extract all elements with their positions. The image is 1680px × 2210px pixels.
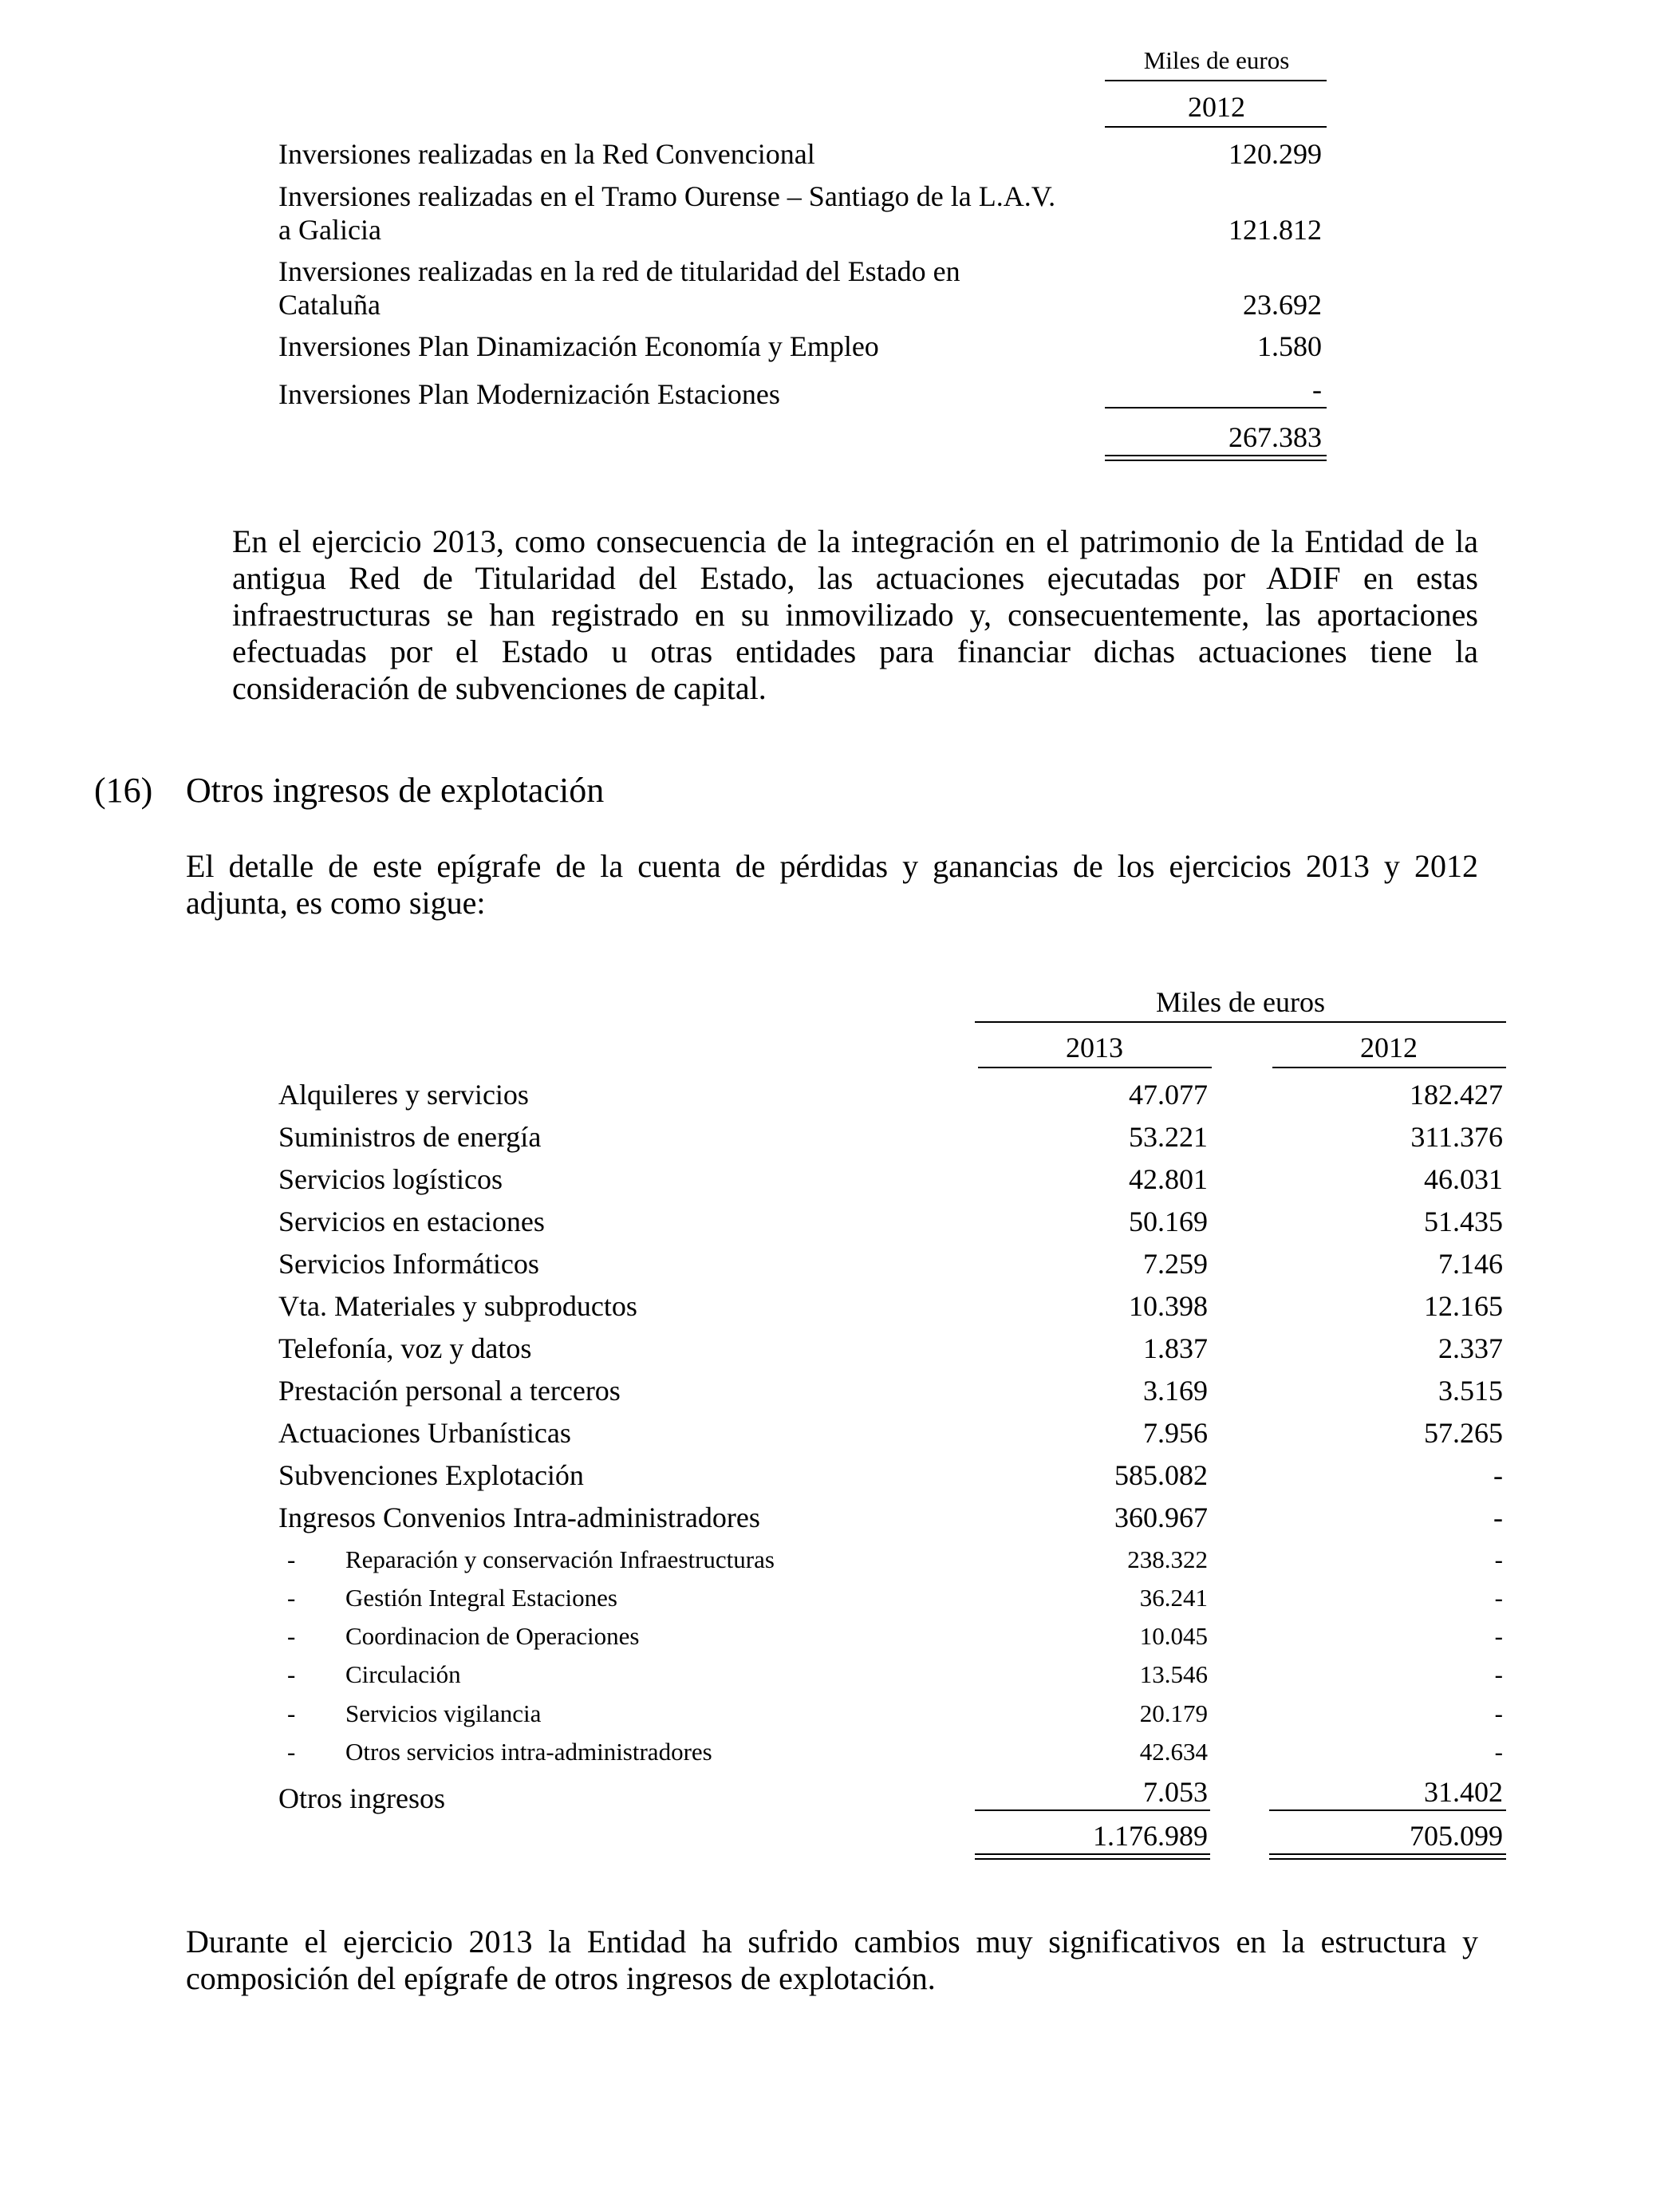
- subrow-label: Coordinacion de Operaciones: [345, 1622, 640, 1650]
- subrow-value-2013: 36.241: [1139, 1584, 1208, 1612]
- table2-year-2013: 2013: [1066, 1032, 1123, 1064]
- table2-unit-underline: [975, 1021, 1506, 1023]
- table2-2012-total-rule: [1269, 1809, 1506, 1811]
- table-row-value-2012: 12.165: [1424, 1290, 1503, 1322]
- table1-row-label: Inversiones realizadas en la red de titularidad del Estado en: [278, 255, 960, 287]
- subrow-bullet: -: [287, 1660, 296, 1688]
- table2-2013-total-rule: [975, 1809, 1210, 1811]
- table-row-label: Servicios logísticos: [278, 1163, 503, 1195]
- table1-row-label-continued: Cataluña: [278, 289, 381, 321]
- subrow-value-2013: 13.546: [1139, 1660, 1208, 1688]
- section-number: (16): [94, 771, 153, 810]
- table-row-value-2012: 2.337: [1438, 1332, 1503, 1364]
- paragraph-cambios-significativos: Durante el ejercicio 2013 la Entidad ha sufrido cambios muy significativos en la estructura y composición del epígrafe de otros ingresos de explotación.: [186, 1924, 1478, 1996]
- table-row-label: Otros ingresos: [278, 1782, 445, 1814]
- subrow-label: Circulación: [345, 1660, 461, 1688]
- table-row-value-2013: 53.221: [1129, 1121, 1208, 1153]
- table-row-value-2012: -: [1493, 1502, 1503, 1533]
- paragraph-detalle-epigrafe: El detalle de este epígrafe de la cuenta de pérdidas y ganancias de los ejercicios 2013 y 2012 adjunta, es como sigue:: [186, 848, 1478, 921]
- table-row-value-2012: 3.515: [1438, 1375, 1503, 1407]
- table-row-value-2012: -: [1493, 1459, 1503, 1491]
- table1-row-label: Inversiones Plan Dinamización Economía y Empleo: [278, 330, 879, 362]
- table2-2013-double-rule-bottom: [975, 1858, 1210, 1860]
- table-row-value-2013: 7.053: [1143, 1776, 1208, 1808]
- table-row-label: Servicios Informáticos: [278, 1248, 539, 1280]
- table1-year-underline: [1105, 126, 1327, 128]
- table2-total-2013: 1.176.989: [1093, 1820, 1208, 1852]
- subrow-value-2012: -: [1494, 1622, 1503, 1650]
- table1-row-value: 23.692: [1243, 289, 1322, 321]
- subrow-label: Otros servicios intra-administradores: [345, 1738, 712, 1766]
- table1-unit-label: Miles de euros: [1143, 46, 1290, 74]
- table-row-value-2012: 182.427: [1410, 1079, 1503, 1111]
- table-row-value-2013: 360.967: [1114, 1502, 1208, 1533]
- table2-2012-double-rule-top: [1269, 1853, 1506, 1855]
- table-row-value-2012: 311.376: [1410, 1121, 1503, 1153]
- table-row-value-2012: 31.402: [1424, 1776, 1503, 1808]
- subrow-value-2013: 42.634: [1139, 1738, 1208, 1766]
- table-row-value-2012: 57.265: [1424, 1417, 1503, 1449]
- table-row-label: Actuaciones Urbanísticas: [278, 1417, 571, 1449]
- table-row-value-2013: 7.259: [1143, 1248, 1208, 1280]
- table1-total: 267.383: [1228, 421, 1322, 453]
- table2-unit-label: Miles de euros: [1156, 986, 1325, 1018]
- table1-row-value: 1.580: [1257, 330, 1322, 362]
- subrow-bullet: -: [287, 1622, 296, 1650]
- table-row-label: Subvenciones Explotación: [278, 1459, 584, 1491]
- subrow-bullet: -: [287, 1545, 296, 1573]
- table1-total-double-rule-bottom: [1105, 460, 1327, 461]
- table-row-value-2013: 3.169: [1143, 1375, 1208, 1407]
- table2-2012-underline: [1272, 1067, 1506, 1068]
- section-title: Otros ingresos de explotación: [186, 771, 605, 810]
- table-row-value-2012: 7.146: [1438, 1248, 1503, 1280]
- table1-unit-underline: [1105, 80, 1327, 81]
- subrow-value-2013: 10.045: [1139, 1622, 1208, 1650]
- table-row-value-2013: 7.956: [1143, 1417, 1208, 1449]
- table-row-value-2013: 42.801: [1129, 1163, 1208, 1195]
- table-row-value-2012: 51.435: [1424, 1206, 1503, 1237]
- subrow-value-2013: 20.179: [1139, 1699, 1208, 1727]
- table-row-label: Vta. Materiales y subproductos: [278, 1290, 637, 1322]
- subrow-value-2012: -: [1494, 1584, 1503, 1612]
- paragraph-subvenciones-capital: En el ejercicio 2013, como consecuencia de la integración en el patrimonio de la Entidad de la antigua Red de Titularidad del Estado, las actuaciones ejecutadas por ADIF en estas infraestructuras se han registrado en su inmovilizado y, consecuentemente, las aportaciones efectuadas por el Estado u otras entidades para financiar dichas actuaciones tiene la consideración de subvenciones de capital.: [232, 523, 1478, 706]
- table-row-label: Prestación personal a terceros: [278, 1375, 621, 1407]
- table2-total-2012: 705.099: [1410, 1820, 1503, 1852]
- subrow-bullet: -: [287, 1584, 296, 1612]
- subrow-value-2013: 238.322: [1127, 1545, 1208, 1573]
- table1-total-rule: [1105, 407, 1327, 408]
- table-row-value-2013: 585.082: [1114, 1459, 1208, 1491]
- subrow-value-2012: -: [1494, 1699, 1503, 1727]
- table2-2013-double-rule-top: [975, 1853, 1210, 1855]
- subrow-bullet: -: [287, 1738, 296, 1766]
- table1-row-label-continued: a Galicia: [278, 214, 381, 246]
- subrow-value-2012: -: [1494, 1738, 1503, 1766]
- table1-row-label: Inversiones Plan Modernización Estaciones: [278, 378, 780, 410]
- table2-2013-underline: [978, 1067, 1212, 1068]
- table2-2012-double-rule-bottom: [1269, 1858, 1506, 1860]
- subrow-bullet: -: [287, 1699, 296, 1727]
- table1-row-label: Inversiones realizadas en el Tramo Ourense – Santiago de la L.A.V.: [278, 180, 1056, 212]
- table-row-value-2013: 10.398: [1129, 1290, 1208, 1322]
- table-row-label: Suministros de energía: [278, 1121, 542, 1153]
- table1-row-label: Inversiones realizadas en la Red Convencional: [278, 138, 815, 170]
- table-row-label: Alquileres y servicios: [278, 1079, 529, 1111]
- table-row-label: Servicios en estaciones: [278, 1206, 545, 1237]
- subrow-value-2012: -: [1494, 1545, 1503, 1573]
- table1-year-header: 2012: [1188, 91, 1245, 123]
- table2-year-2012: 2012: [1360, 1032, 1418, 1064]
- table-row-label: Telefonía, voz y datos: [278, 1332, 532, 1364]
- subrow-label: Reparación y conservación Infraestructuras: [345, 1545, 775, 1573]
- table-row-value-2013: 50.169: [1129, 1206, 1208, 1237]
- table1-row-value: -: [1312, 373, 1322, 405]
- table1-row-value: 121.812: [1228, 214, 1322, 246]
- table-row-value-2013: 1.837: [1143, 1332, 1208, 1364]
- table-row-value-2013: 47.077: [1129, 1079, 1208, 1111]
- subrow-label: Servicios vigilancia: [345, 1699, 542, 1727]
- table-row-value-2012: 46.031: [1424, 1163, 1503, 1195]
- subrow-value-2012: -: [1494, 1660, 1503, 1688]
- subrow-label: Gestión Integral Estaciones: [345, 1584, 617, 1612]
- table1-row-value: 120.299: [1228, 138, 1322, 170]
- table1-total-double-rule-top: [1105, 455, 1327, 456]
- table-row-label: Ingresos Convenios Intra-administradores: [278, 1502, 760, 1533]
